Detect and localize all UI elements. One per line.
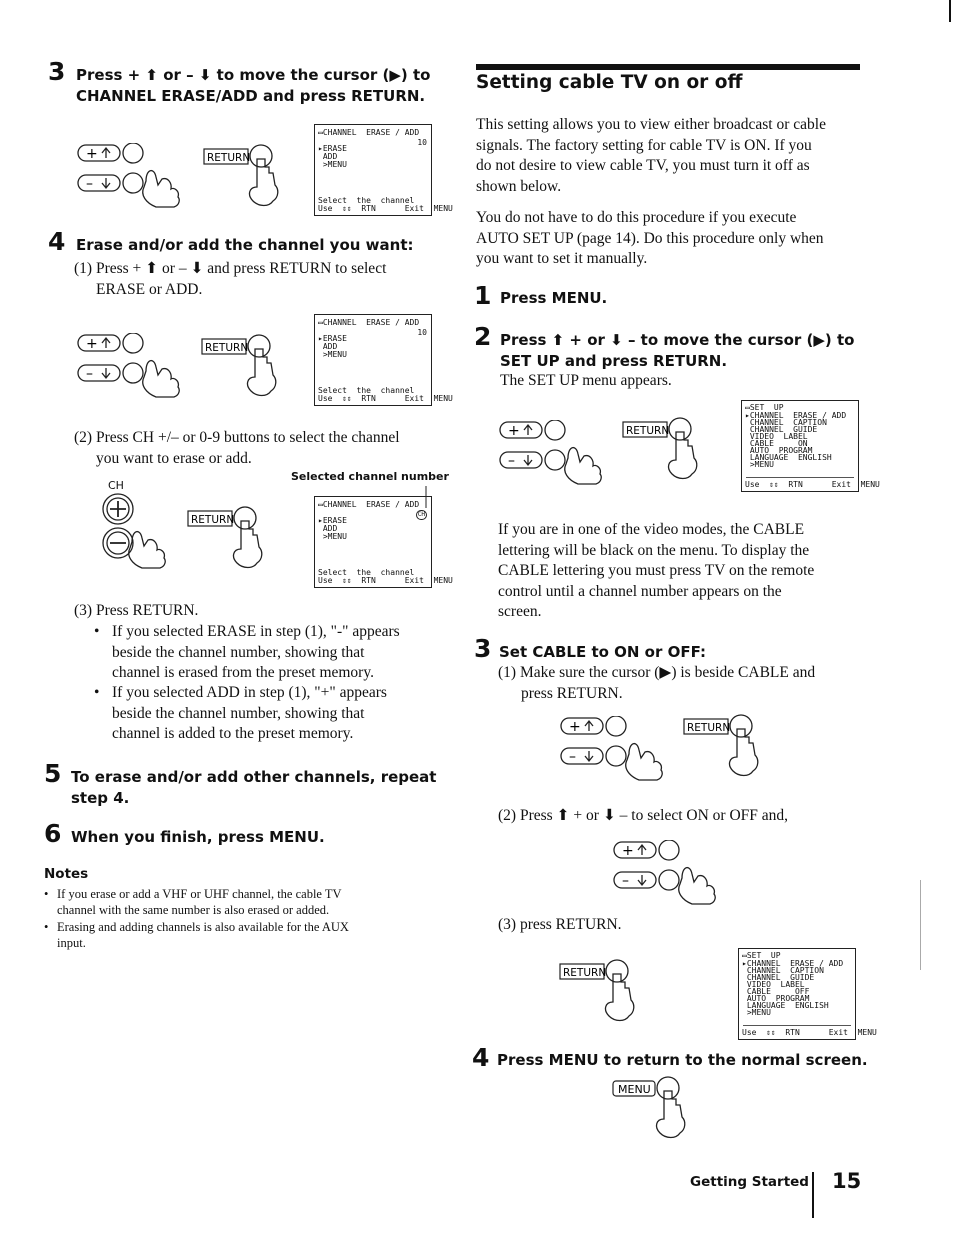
svg-text:–: – — [86, 176, 93, 192]
return-button-3 — [187, 505, 277, 575]
tv-screen-erase-add-1: ▭CHANNEL ERASE / ADD 10 ▸ERASE ADD >MENU Select the channel Use ⇕⇕ RTN Exit MENU — [314, 124, 432, 216]
right-step-4-number: 4 — [472, 1043, 490, 1072]
intro-1-line: This setting allows you to view either broadcast or cable — [476, 116, 826, 133]
screen-title: CHANNEL ERASE / ADD — [322, 500, 420, 509]
right-step-2-line2: SET UP and press RETURN. — [500, 352, 728, 370]
bullet-2-line: channel is added to the preset memory. — [112, 725, 354, 742]
menu-button — [612, 1075, 702, 1145]
svg-text:–: – — [508, 453, 515, 469]
right-step-3-sub2: (2) Press ⬆ + or ⬇ – to select ON or OFF and, — [498, 807, 789, 824]
step-4-heading: Erase and/or add the channel you want: — [76, 236, 414, 254]
right-step-1-number: 1 — [474, 281, 492, 310]
svg-text:–: – — [622, 873, 629, 889]
svg-text:MENU: MENU — [618, 1083, 651, 1096]
right-step-3-sub1 — [498, 663, 868, 704]
right-step-1-heading: Press MENU. — [500, 289, 608, 307]
return-button-6 — [559, 958, 649, 1028]
right-step-2-line1: Press ⬆ + or ⬇ – to move the cursor (▶) to — [500, 331, 855, 349]
section-title: Setting cable TV on or off — [476, 72, 743, 93]
svg-text:+: + — [569, 719, 581, 735]
step-6-number: 6 — [44, 819, 62, 848]
screen-line: >MENU — [318, 160, 347, 169]
section-rule — [476, 64, 860, 70]
notes-title: Notes — [44, 866, 89, 882]
screen-line: ADD — [318, 152, 338, 161]
screen-footer: Select the channel — [318, 386, 415, 395]
right-step-2-heading — [500, 330, 860, 372]
step-5-heading — [71, 767, 441, 809]
screen-footer: Use ⇕⇕ RTN Exit MENU — [745, 480, 880, 489]
screen-line: VIDEO LABEL — [742, 980, 805, 989]
svg-text:RETURN: RETURN — [191, 514, 235, 526]
return-button-5 — [683, 713, 773, 783]
return-hand-icon — [201, 333, 291, 398]
right-step-2-number: 2 — [474, 322, 492, 351]
step-3-line2: CHANNEL ERASE/ADD and press RETURN. — [76, 87, 426, 105]
cable-note-line: control until a channel number appears on the — [498, 582, 782, 600]
screen-footer: Use ⇕⇕ RTN Exit MENU — [318, 394, 453, 403]
screen-title: SET UP — [749, 403, 784, 412]
svg-text:RETURN: RETURN — [687, 722, 731, 734]
screen-footer: Select the channel — [318, 196, 415, 205]
screen-line: CHANNEL GUIDE — [742, 973, 815, 982]
plus-minus-buttons-5 — [559, 716, 669, 786]
screen-line: ▸CHANNEL ERASE / ADD — [742, 959, 844, 968]
svg-text:–: – — [86, 366, 93, 382]
step-5-line2: step 4. — [71, 789, 130, 807]
screen-line: >MENU — [745, 460, 774, 469]
step-4-sub3: (3) Press RETURN. — [74, 602, 199, 619]
right-step-3-sub1-line2: press RETURN. — [521, 684, 623, 702]
screen-line: AUTO PROGRAM — [745, 446, 813, 455]
screen-line: ADD — [318, 342, 338, 351]
note-2-line: input. — [57, 936, 86, 950]
svg-text:RETURN: RETURN — [205, 342, 249, 354]
note-2-line: Erasing and adding channels is also available for the AUX — [57, 920, 349, 934]
screen-line: CHANNEL CAPTION — [745, 418, 827, 427]
return-button-2 — [201, 333, 291, 403]
screen-line: AUTO PROGRAM — [742, 994, 810, 1003]
plus-minus-hand-icon — [612, 840, 722, 905]
return-hand-icon — [559, 958, 649, 1023]
svg-text:RETURN: RETURN — [207, 152, 251, 164]
cable-note-line: lettering will be black on the menu. To display the — [498, 541, 810, 559]
return-hand-icon — [203, 143, 293, 208]
screen-line: LANGUAGE ENGLISH — [745, 453, 832, 462]
screen-line: >MENU — [318, 350, 347, 359]
pointer-line — [416, 486, 436, 516]
screen-line: ▸ERASE — [318, 334, 347, 343]
intro-paragraph-2 — [476, 208, 866, 270]
screen-line: CABLE OFF — [742, 987, 810, 996]
svg-text:RETURN: RETURN — [626, 425, 670, 437]
tv-screen-setup-on: ▭SET UP ▸CHANNEL ERASE / ADD CHANNEL CAPTION CHANNEL GUIDE VIDEO LABEL CABLE ON AUTO PROGRAM LANGUAGE ENGLISH >MENU Use ⇕⇕ RTN Exit MENU — [741, 400, 859, 492]
return-hand-icon — [622, 416, 712, 481]
tv-screen-erase-add-3: ▭CHANNEL ERASE / ADD CH ▸ERASE ADD >MENU Select the channel Use ⇕⇕ RTN Exit MENU — [314, 496, 432, 588]
screen-line: CABLE ON — [745, 439, 808, 448]
right-step-3-number: 3 — [474, 634, 492, 663]
return-hand-icon — [187, 505, 277, 570]
svg-text:RETURN: RETURN — [563, 967, 607, 979]
step-4-bullet-1: • If you selected ERASE in step (1), "-" appears beside the channel number, showing that channel is erased from the preset memory. — [94, 622, 434, 684]
step-3-heading — [76, 65, 436, 107]
note-2: • Erasing and adding channels is also available for the AUX input. — [44, 919, 414, 951]
page-number: 15 — [832, 1169, 862, 1193]
screen-line: ▸ERASE — [318, 144, 347, 153]
screen-title: SET UP — [746, 951, 781, 960]
svg-text:+: + — [86, 336, 98, 352]
step-6-heading: When you finish, press MENU. — [71, 828, 325, 846]
plus-minus-hand-icon — [76, 333, 186, 398]
channel-buttons — [96, 492, 176, 577]
step-4-sub2 — [74, 428, 444, 469]
svg-text:+: + — [622, 843, 634, 859]
screen-title: CHANNEL ERASE / ADD — [322, 128, 420, 137]
plus-minus-buttons-2 — [76, 333, 186, 403]
footer-section: Getting Started — [690, 1174, 809, 1190]
cable-note-line: If you are in one of the video modes, the CABLE — [498, 521, 805, 538]
return-hand-icon — [683, 713, 773, 778]
right-step-2-sub: The SET UP menu appears. — [500, 372, 672, 389]
svg-text:–: – — [569, 749, 576, 765]
plus-minus-buttons-1 — [76, 143, 186, 213]
screen-line: ▸ERASE — [318, 516, 347, 525]
screen-line: VIDEO LABEL — [745, 432, 808, 441]
note-1: • If you erase or add a VHF or UHF channel, the cable TV channel with the same number is also erased or added. — [44, 886, 414, 918]
screen-channel: 10 — [417, 138, 427, 147]
intro-1-line: shown below. — [476, 177, 562, 195]
cable-note-line: CABLE lettering you must press TV on the remote — [498, 562, 815, 579]
screen-line: CHANNEL GUIDE — [745, 425, 818, 434]
screen-ch-icon: CH — [417, 511, 425, 518]
note-1-line: If you erase or add a VHF or UHF channel, the cable TV — [57, 887, 342, 901]
menu-hand-icon — [612, 1075, 702, 1140]
step-4-sub2-line2: you want to erase or add. — [96, 449, 252, 467]
screen-title: CHANNEL ERASE / ADD — [322, 318, 420, 327]
step-4-sub1 — [74, 259, 434, 300]
screen-line: ADD — [318, 524, 338, 533]
screen-footer: Use ⇕⇕ RTN Exit MENU — [318, 204, 453, 213]
step-4-sub1-line1: (1) Press + ⬆ or – ⬇ and press RETURN to select — [74, 260, 387, 277]
step-3-line1: Press + ⬆ or – ⬇ to move the cursor (▶) to — [76, 66, 431, 84]
ch-plus-minus-hand-icon — [96, 492, 176, 572]
bullet-1-line: beside the channel number, showing that — [112, 643, 365, 661]
step-3-number: 3 — [48, 57, 66, 86]
step-4-number: 4 — [48, 227, 66, 256]
svg-text:+: + — [508, 423, 520, 439]
plus-minus-hand-icon — [559, 716, 669, 781]
screen-footer: Use ⇕⇕ RTN Exit MENU — [318, 576, 453, 585]
right-step-3-sub3: (3) press RETURN. — [498, 916, 622, 933]
selected-channel-label: Selected channel number — [291, 470, 449, 483]
right-step-3-heading: Set CABLE to ON or OFF: — [499, 643, 707, 661]
screen-line: >MENU — [742, 1008, 771, 1017]
bullet-2-line: If you selected ADD in step (1), "+" appears — [112, 684, 387, 701]
intro-2-line: You do not have to do this procedure if you execute — [476, 209, 797, 226]
return-button-4 — [622, 416, 712, 486]
screen-line: ▸CHANNEL ERASE / ADD — [745, 411, 847, 420]
step-4-bullet-2: • If you selected ADD in step (1), "+" appears beside the channel number, showing that channel is added to the preset memory. — [94, 683, 434, 745]
tv-screen-setup-off: ▭SET UP ▸CHANNEL ERASE / ADD CHANNEL CAPTION CHANNEL GUIDE VIDEO LABEL CABLE OFF AUTO PROGRAM LANGUAGE ENGLISH >MENU Use ⇕⇕ RTN Exit MENU — [738, 948, 856, 1040]
screen-line: LANGUAGE ENGLISH — [742, 1001, 829, 1010]
cable-note — [498, 520, 868, 623]
bullet-2-line: beside the channel number, showing that — [112, 704, 365, 722]
margin-mark — [920, 880, 921, 970]
screen-footer: Select the channel — [318, 568, 415, 577]
intro-2-line: you want to set it manually. — [476, 250, 648, 267]
bullet-1-line: channel is erased from the preset memory. — [112, 664, 374, 681]
return-button-1 — [203, 143, 293, 213]
plus-minus-hand-icon — [76, 143, 186, 208]
intro-2-line: AUTO SET UP (page 14). Do this procedure only when — [476, 229, 824, 247]
screen-line: >MENU — [318, 532, 347, 541]
step-4-sub2-line1: (2) Press CH +/– or 0-9 buttons to select the channel — [74, 429, 400, 446]
screen-channel: 10 — [417, 328, 427, 337]
screen-line: CHANNEL CAPTION — [742, 966, 824, 975]
note-1-line: channel with the same number is also erased or added. — [57, 903, 330, 917]
footer-rule — [812, 1172, 814, 1218]
right-step-3-sub1-line1: (1) Make sure the cursor (▶) is beside CABLE and — [498, 664, 816, 681]
intro-paragraph-1 — [476, 115, 866, 197]
plus-minus-hand-icon — [498, 420, 608, 485]
plus-minus-buttons-6 — [612, 840, 722, 910]
plus-label: + — [86, 146, 98, 162]
ch-label: CH — [108, 479, 124, 492]
tv-screen-erase-add-2: ▭CHANNEL ERASE / ADD 10 ▸ERASE ADD >MENU Select the channel Use ⇕⇕ RTN Exit MENU — [314, 314, 432, 406]
bullet-1-line: If you selected ERASE in step (1), "-" appears — [112, 623, 400, 640]
step-4-sub1-line2: ERASE or ADD. — [96, 280, 203, 298]
screen-footer: Use ⇕⇕ RTN Exit MENU — [742, 1028, 877, 1037]
cable-note-line: screen. — [498, 603, 542, 620]
right-step-4-heading: Press MENU to return to the normal screen. — [497, 1051, 868, 1069]
margin-mark — [949, 0, 951, 22]
intro-1-line: do not desire to view cable TV, you must turn it off as — [476, 157, 810, 174]
step-5-line1: To erase and/or add other channels, repeat — [71, 768, 437, 786]
plus-minus-buttons-4 — [498, 420, 608, 490]
intro-1-line: signals. The factory setting for cable TV is ON. If you — [476, 136, 812, 154]
step-5-number: 5 — [44, 759, 62, 788]
